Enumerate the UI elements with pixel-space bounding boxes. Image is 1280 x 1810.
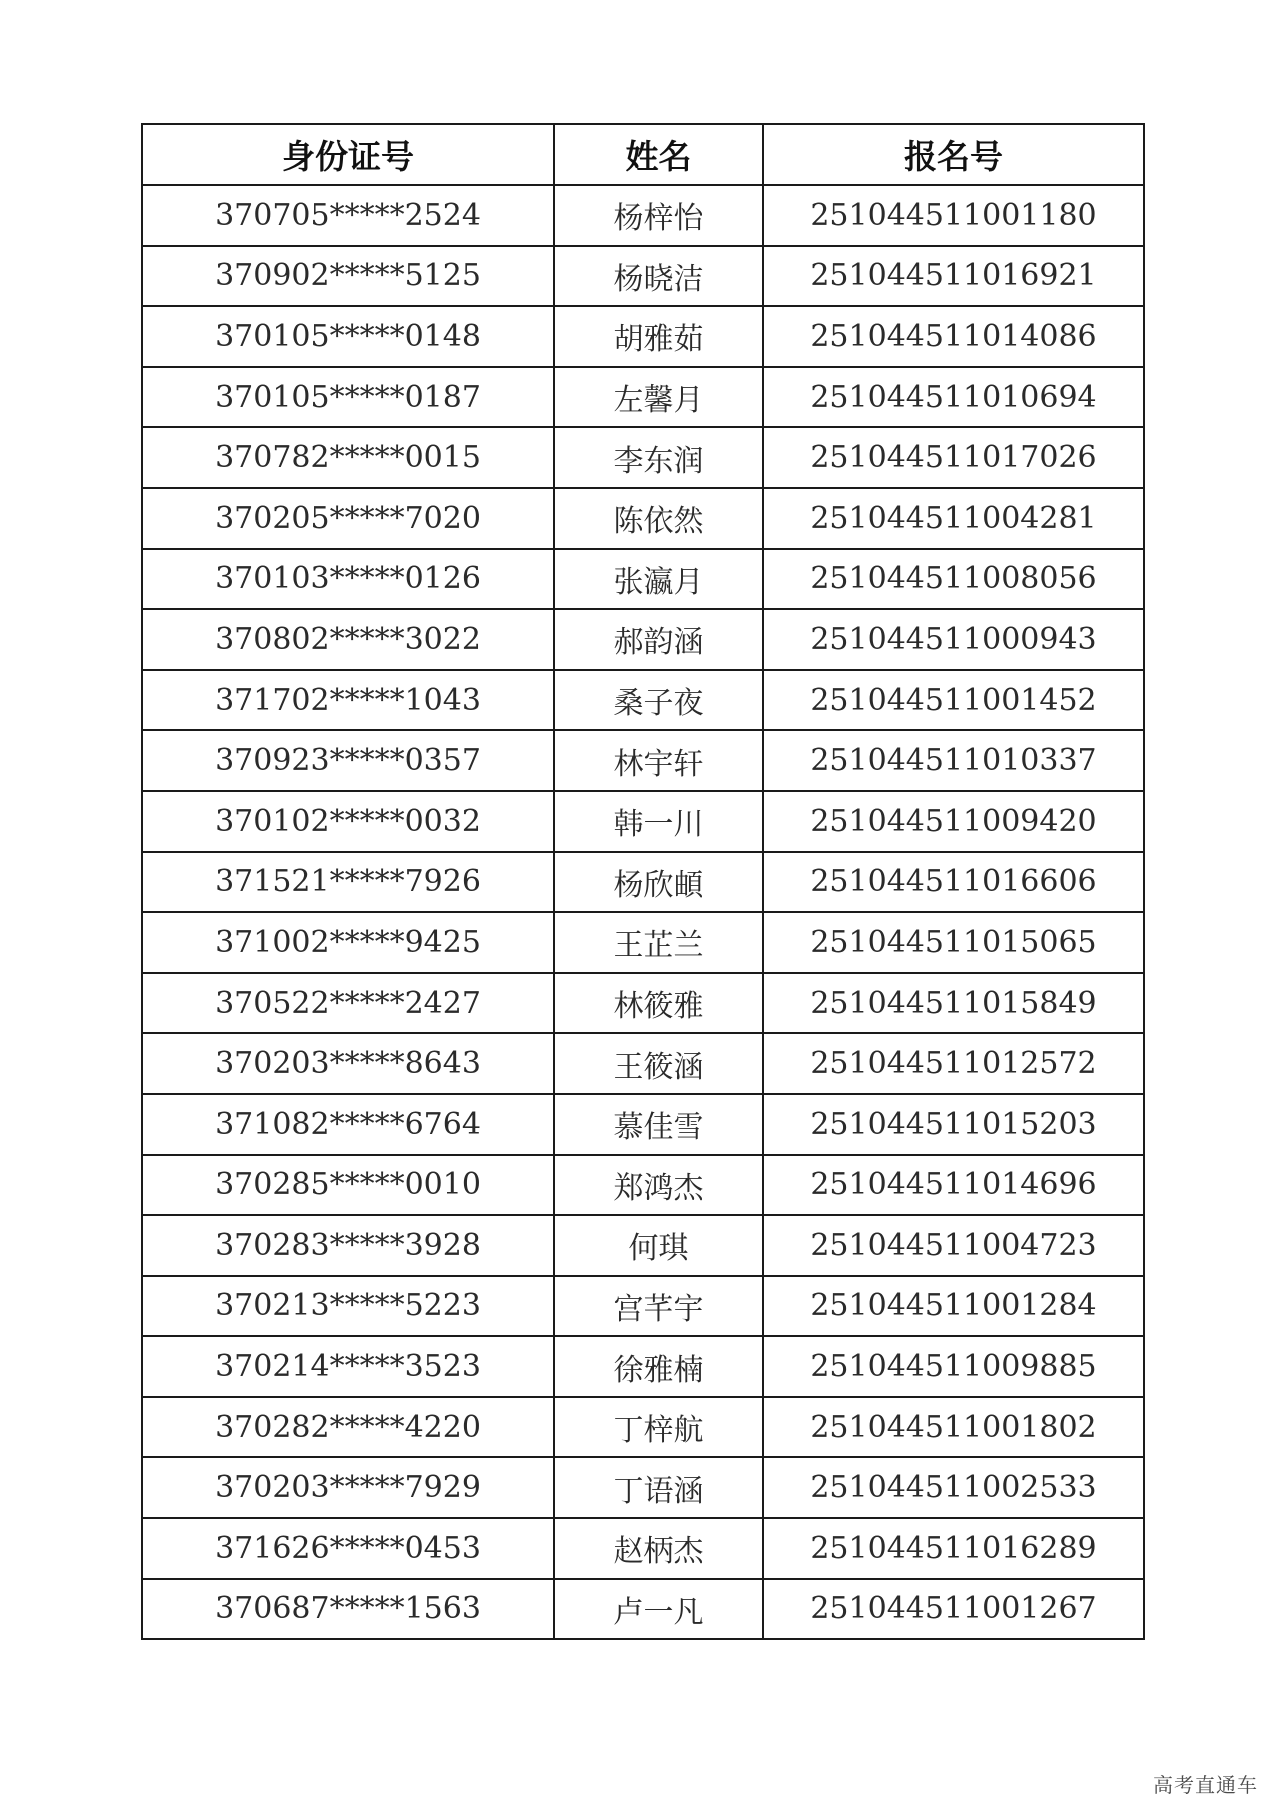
- table-row: [142, 1033, 1144, 1094]
- name-cell: 杨晓洁: [554, 246, 763, 307]
- id-number-cell: 370283*****3928: [142, 1215, 554, 1276]
- header-row: [142, 124, 1144, 185]
- registration-number-cell: 251044511014086: [763, 306, 1144, 367]
- table-body: [142, 185, 1144, 1639]
- id-number-cell: 370214*****3523: [142, 1336, 554, 1397]
- header-id-number: 身份证号: [142, 124, 554, 185]
- registration-number-cell: 251044511010694: [763, 367, 1144, 428]
- id-number-cell: 371626*****0453: [142, 1518, 554, 1579]
- id-number-cell: 371521*****7926: [142, 852, 554, 913]
- name-cell: 宫芊宇: [554, 1276, 763, 1337]
- registration-number-cell: 251044511009420: [763, 791, 1144, 852]
- id-number-cell: 370105*****0148: [142, 306, 554, 367]
- table-row: [142, 1518, 1144, 1579]
- registration-number-cell: 251044511017026: [763, 427, 1144, 488]
- name-cell: 胡雅茹: [554, 306, 763, 367]
- name-cell: 杨梓怡: [554, 185, 763, 246]
- id-number-cell: 370205*****7020: [142, 488, 554, 549]
- id-number-cell: 370102*****0032: [142, 791, 554, 852]
- id-number-cell: 370687*****1563: [142, 1579, 554, 1640]
- candidate-table: [141, 123, 1145, 1640]
- name-cell: 郑鸿杰: [554, 1155, 763, 1216]
- table-row: [142, 1215, 1144, 1276]
- table-row: [142, 488, 1144, 549]
- registration-number-cell: 251044511016921: [763, 246, 1144, 307]
- id-number-cell: 371702*****1043: [142, 670, 554, 731]
- name-cell: 丁梓航: [554, 1397, 763, 1458]
- registration-number-cell: 251044511015203: [763, 1094, 1144, 1155]
- table-row: [142, 549, 1144, 610]
- registration-number-cell: 251044511016606: [763, 852, 1144, 913]
- registration-number-cell: 251044511004281: [763, 488, 1144, 549]
- id-number-cell: 370103*****0126: [142, 549, 554, 610]
- header-name: 姓名: [554, 124, 763, 185]
- table-row: [142, 1155, 1144, 1216]
- name-cell: 何琪: [554, 1215, 763, 1276]
- registration-number-cell: 251044511014696: [763, 1155, 1144, 1216]
- table-row: [142, 670, 1144, 731]
- registration-number-cell: 251044511016289: [763, 1518, 1144, 1579]
- table-header: [142, 124, 1144, 185]
- name-cell: 张瀛月: [554, 549, 763, 610]
- name-cell: 左馨月: [554, 367, 763, 428]
- table-row: [142, 427, 1144, 488]
- registration-number-cell: 251044511001284: [763, 1276, 1144, 1337]
- id-number-cell: 371002*****9425: [142, 912, 554, 973]
- table-row: [142, 973, 1144, 1034]
- registration-number-cell: 251044511004723: [763, 1215, 1144, 1276]
- name-cell: 徐雅楠: [554, 1336, 763, 1397]
- table-row: [142, 912, 1144, 973]
- table-row: [142, 1397, 1144, 1458]
- registration-number-cell: 251044511001180: [763, 185, 1144, 246]
- id-number-cell: 370782*****0015: [142, 427, 554, 488]
- registration-number-cell: 251044511002533: [763, 1457, 1144, 1518]
- table-row: [142, 852, 1144, 913]
- name-cell: 王筱涵: [554, 1033, 763, 1094]
- registration-number-cell: 251044511015849: [763, 973, 1144, 1034]
- id-number-cell: 370705*****2524: [142, 185, 554, 246]
- registration-number-cell: 251044511000943: [763, 609, 1144, 670]
- registration-number-cell: 251044511009885: [763, 1336, 1144, 1397]
- table-row: [142, 1276, 1144, 1337]
- name-cell: 韩一川: [554, 791, 763, 852]
- id-number-cell: 370923*****0357: [142, 730, 554, 791]
- registration-number-cell: 251044511001802: [763, 1397, 1144, 1458]
- id-number-cell: 370282*****4220: [142, 1397, 554, 1458]
- table-row: [142, 1336, 1144, 1397]
- registration-number-cell: 251044511008056: [763, 549, 1144, 610]
- table-row: [142, 609, 1144, 670]
- id-number-cell: 370203*****7929: [142, 1457, 554, 1518]
- registration-number-cell: 251044511001267: [763, 1579, 1144, 1640]
- id-number-cell: 370285*****0010: [142, 1155, 554, 1216]
- id-number-cell: 371082*****6764: [142, 1094, 554, 1155]
- table-row: [142, 730, 1144, 791]
- registration-number-cell: 251044511010337: [763, 730, 1144, 791]
- name-cell: 卢一凡: [554, 1579, 763, 1640]
- id-number-cell: 370902*****5125: [142, 246, 554, 307]
- name-cell: 林筱雅: [554, 973, 763, 1034]
- name-cell: 慕佳雪: [554, 1094, 763, 1155]
- name-cell: 杨欣頔: [554, 852, 763, 913]
- table-row: [142, 1579, 1144, 1640]
- table-row: [142, 306, 1144, 367]
- registration-number-cell: 251044511012572: [763, 1033, 1144, 1094]
- id-number-cell: 370802*****3022: [142, 609, 554, 670]
- name-cell: 王芷兰: [554, 912, 763, 973]
- table-row: [142, 185, 1144, 246]
- registration-number-cell: 251044511001452: [763, 670, 1144, 731]
- name-cell: 郝韵涵: [554, 609, 763, 670]
- registration-number-cell: 251044511015065: [763, 912, 1144, 973]
- id-number-cell: 370105*****0187: [142, 367, 554, 428]
- name-cell: 林宇轩: [554, 730, 763, 791]
- name-cell: 赵柄杰: [554, 1518, 763, 1579]
- table-row: [142, 1094, 1144, 1155]
- table-row: [142, 367, 1144, 428]
- name-cell: 李东润: [554, 427, 763, 488]
- table-row: [142, 1457, 1144, 1518]
- id-number-cell: 370522*****2427: [142, 973, 554, 1034]
- table-row: [142, 791, 1144, 852]
- table-row: [142, 246, 1144, 307]
- name-cell: 桑子夜: [554, 670, 763, 731]
- watermark: 高考直通车: [1153, 1773, 1258, 1797]
- name-cell: 陈依然: [554, 488, 763, 549]
- header-registration-number: 报名号: [763, 124, 1144, 185]
- id-number-cell: 370203*****8643: [142, 1033, 554, 1094]
- id-number-cell: 370213*****5223: [142, 1276, 554, 1337]
- name-cell: 丁语涵: [554, 1457, 763, 1518]
